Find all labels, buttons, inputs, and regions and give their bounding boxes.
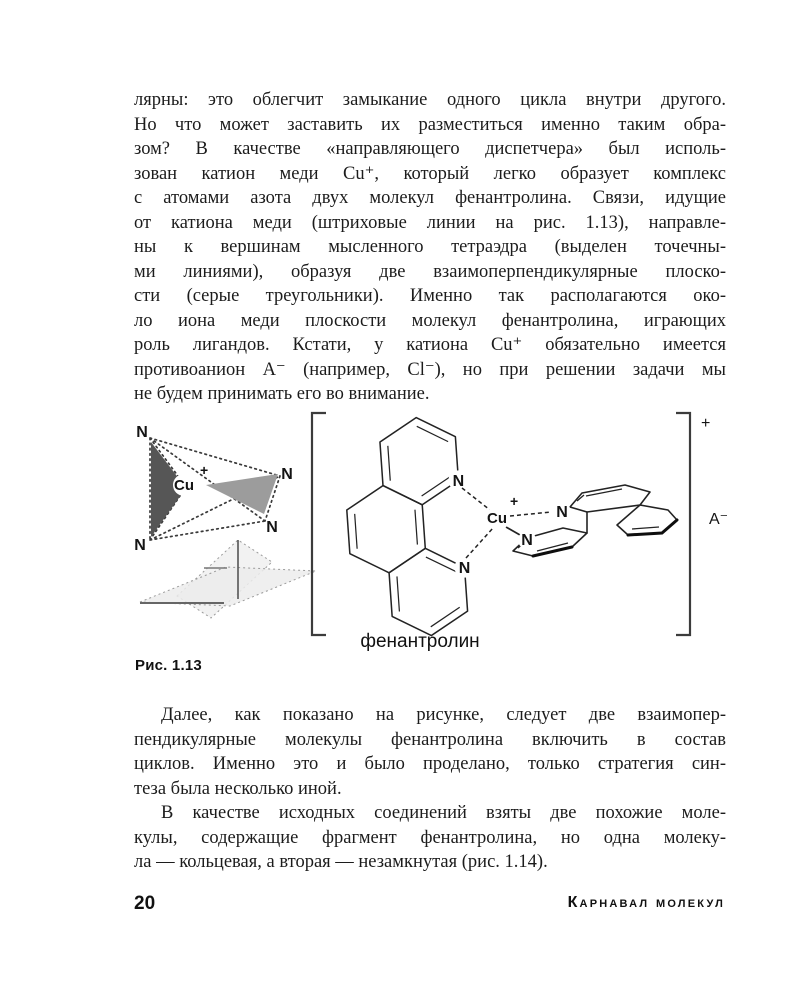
text-line: роль лигандов. Кстати, у катиона Cu⁺ обязательно имеется bbox=[134, 335, 726, 355]
paragraph-3-lines bbox=[134, 801, 726, 875]
molecule-label: фенантролин bbox=[360, 631, 480, 652]
complex-bracket-right bbox=[676, 413, 690, 635]
n-atom-persp-top: N bbox=[556, 504, 568, 521]
text-line: противоанион A⁻ (например, Cl⁻), но при решении задачи мы bbox=[134, 359, 726, 380]
complex-charge: + bbox=[701, 415, 711, 432]
text-line: ла — кольцевая, а вторая — незамкнутая (рис. 1.14). bbox=[134, 852, 548, 872]
counterion-label: A⁻ bbox=[709, 511, 729, 528]
text-line: ми линиями), образуя две взаимоперпендикулярные плоско- bbox=[134, 261, 726, 282]
ring-top bbox=[378, 415, 460, 507]
text-line: пендикулярные молекулы фенантролина включить в состав bbox=[134, 729, 726, 750]
tetrahedron-diagram bbox=[134, 424, 293, 554]
paragraphs-2-3 bbox=[134, 703, 726, 875]
ring-bottom bbox=[388, 546, 470, 638]
phenanthroline-perspective-structure bbox=[513, 485, 677, 556]
cu-charge: + bbox=[200, 462, 209, 478]
phenanthroline-flat-structure bbox=[341, 415, 469, 641]
n-atom-persp-bottom: N bbox=[521, 532, 533, 549]
text-line: с атомами азота двух молекул фенантролина. Связи, идущие bbox=[134, 188, 726, 208]
coordination-solid-bond bbox=[506, 527, 520, 535]
text-line: зован катион меди Cu⁺, который легко образует комплекс bbox=[134, 163, 726, 184]
perpendicular-planes-diagram bbox=[140, 540, 316, 618]
text-line: Далее, как показано на рисунке, следует две взаимопер- bbox=[161, 705, 726, 725]
paragraph-1-lines bbox=[134, 88, 726, 407]
cu-atom-label: Cu bbox=[174, 477, 194, 494]
n-atom-top-left: N bbox=[136, 424, 148, 441]
page-number: 20 bbox=[134, 893, 156, 914]
text-line: не будем принимать его во внимание. bbox=[134, 384, 430, 404]
text-line: Но что может заставить их разместиться именно таким обра- bbox=[134, 114, 726, 135]
paragraph-2-lines bbox=[134, 703, 726, 801]
figure-caption: Рис. 1.13 bbox=[135, 657, 202, 674]
text-line: циклов. Именно это и было проделано, только стратегия син- bbox=[134, 754, 726, 774]
complex-bracket-left bbox=[312, 413, 326, 635]
n-atom-right: N bbox=[281, 466, 293, 483]
text-line: от катиона меди (штриховые линии на рис. 1.13), направле- bbox=[134, 212, 726, 233]
cu-complex-charge: + bbox=[510, 493, 519, 509]
text-line: лярны: это облегчит замыкание одного цикла внутри другого. bbox=[134, 90, 726, 110]
cu-complex-label: Cu bbox=[487, 510, 507, 527]
persp-ring-top bbox=[570, 485, 650, 512]
n-atom-phen-bottom: N bbox=[458, 560, 471, 577]
persp-ring-right bbox=[617, 505, 677, 535]
text-line: кулы, содержащие фрагмент фенантролина, но одна молеку- bbox=[134, 827, 726, 848]
text-line: ло иона меди плоскости молекул фенантролина, играющих bbox=[134, 310, 726, 331]
persp-near-edges bbox=[533, 520, 677, 556]
n-atom-bottom-left: N bbox=[134, 537, 146, 554]
text-line: теза была несколько иной. bbox=[134, 778, 342, 799]
text-line: В качестве исходных соединений взяты две похожие моле- bbox=[161, 803, 726, 823]
n-atom-bottom-right: N bbox=[266, 519, 278, 536]
persp-double-bonds bbox=[518, 489, 659, 551]
running-title: Карнавал молекул bbox=[567, 894, 725, 911]
figure-1-13 bbox=[120, 400, 730, 656]
paragraph-1 bbox=[134, 88, 726, 407]
double-bonds bbox=[349, 424, 461, 631]
flat-plane bbox=[140, 567, 316, 606]
ring-middle bbox=[345, 483, 427, 575]
text-line: ны к вершинам мысленного тетраэдра (выделен точечны- bbox=[134, 237, 726, 257]
text-line: зом? В качестве «направляющего диспетчера» был исполь- bbox=[134, 139, 726, 159]
n-atom-phen-top: N bbox=[452, 473, 465, 490]
text-line: сти (серые треугольники). Именно так располагаются око- bbox=[134, 286, 726, 306]
